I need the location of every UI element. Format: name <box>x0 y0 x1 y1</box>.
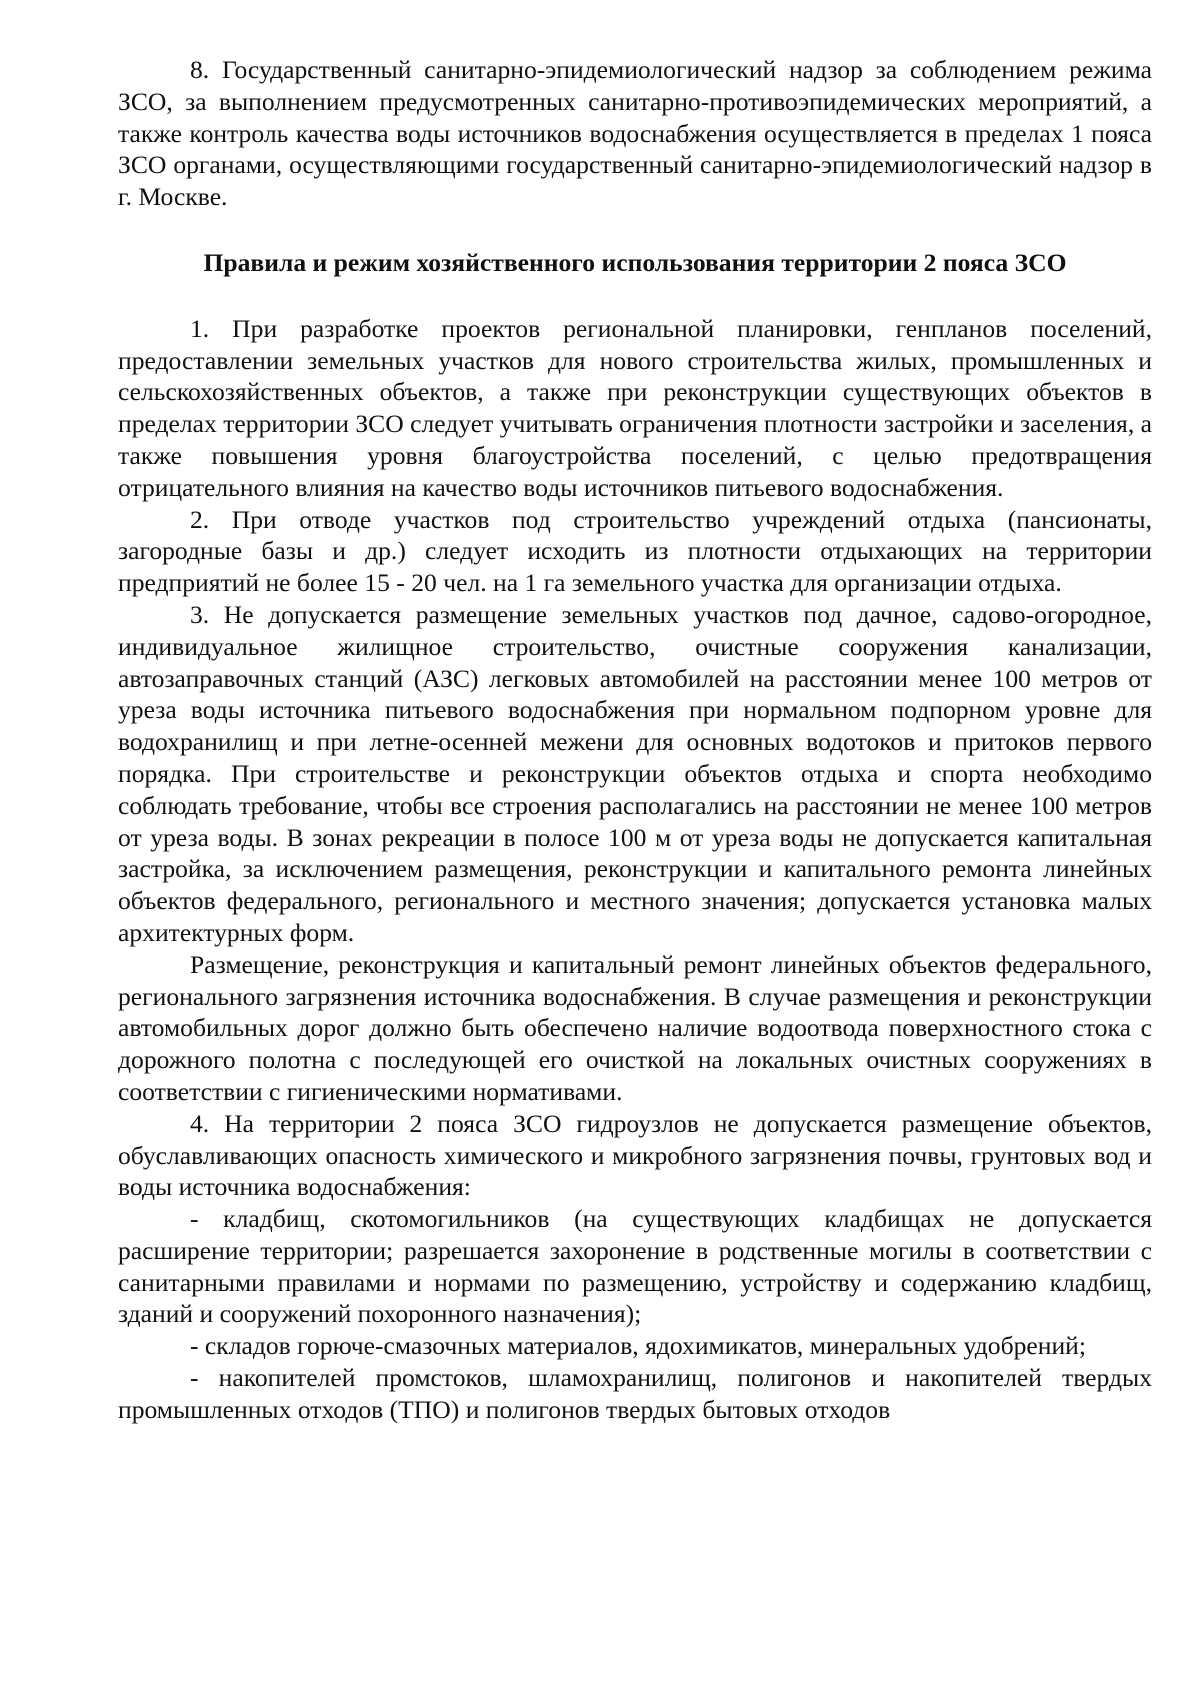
paragraph-4: 4. На территории 2 пояса ЗСО гидроузлов не допускается размещение объектов, обуславливающих опасность химического и микробного загрязнения почвы, грунтовых вод и воды источника водоснабжения: <box>118 1108 1152 1202</box>
paragraph-placement: Размещение, реконструкция и капитальный ремонт линейных объектов федерального, регионального загрязнения источника водоснабжения. В случае размещения и реконструкции автомобильных дорог должно быть обеспечено наличие водоотвода поверхностного стока с дорожного полотна с последующей его очисткой на локальных очистных сооружениях в соответствии с гигиеническими нормативами. <box>118 949 1152 1106</box>
list-item-storage: - накопителей промстоков, шламохранилищ, полигонов и накопителей твердых промышленных отходов (ТПО) и полигонов твердых бытовых отходов <box>118 1363 1152 1424</box>
list-item-cemeteries: - кладбищ, скотомогильников (на существующих кладбищах не допускается расширение территории; разрешается захоронение в родственные могилы в соответствии с санитарными правилами и нормами по размещению, устройству и содержанию кладбищ, зданий и сооружений похоронного назначения); <box>118 1204 1152 1329</box>
paragraph-2: 2. При отводе участков под строительство учреждений отдыха (пансионаты, загородные базы и др.) следует исходить из плотности отдыхающих на территории предприятий не более 15 - 20 чел. на 1 га земельного участка для организации отдыха. <box>118 504 1152 598</box>
list-item-warehouses: - складов горюче-смазочных материалов, ядохимикатов, минеральных удобрений; <box>190 1331 1086 1361</box>
section-heading: Правила и режим хозяйственного использования территории 2 пояса ЗСО <box>203 247 1067 277</box>
paragraph-1: 1. При разработке проектов региональной планировки, генпланов поселений, предоставлении земельных участков для нового строительства жилых, промышленных и сельскохозяйственных объектов, а также при реконструкции существующих объектов в пределах территории ЗСО следует учитывать ограничения плотности застройки и заселения, а также повышения уровня благоустройства поселений, с целью предотвращения отрицательного влияния на качество воды источников питьевого водоснабжения. <box>118 313 1152 502</box>
paragraph-8: 8. Государственный санитарно-эпидемиологический надзор за соблюдением режима ЗСО, за выполнением предусмотренных санитарно-противоэпидемических мероприятий, а также контроль качества воды источников водоснабжения осуществляется в пределах 1 пояса ЗСО органами, осуществляющими государственный санитарно-эпидемиологический надзор в г. Москве. <box>118 55 1152 212</box>
paragraph-3: 3. Не допускается размещение земельных участков под дачное, садово-огородное, индивидуальное жилищное строительство, очистные сооружения канализации, автозаправочных станций (АЗС) легковых автомобилей на расстоянии менее 100 метров от уреза воды источника питьевого водоснабжения при нормальном подпорном уровне для водохранилищ и при летне-осенней межени для основных водотоков и притоков первого порядка. При строительстве и реконструкции объектов отдыха и спорта необходимо соблюдать требование, чтобы все строения располагались на расстоянии не менее 100 метров от уреза воды. В зонах рекреации в полосе 100 м от уреза воды не допускается капитальная застройка, за исключением размещения, реконструкции и капитального ремонта линейных объектов федерального, регионального и местного значения; допускается установка малых архитектурных форм. <box>118 599 1152 947</box>
document-page <box>118 54 1152 1426</box>
